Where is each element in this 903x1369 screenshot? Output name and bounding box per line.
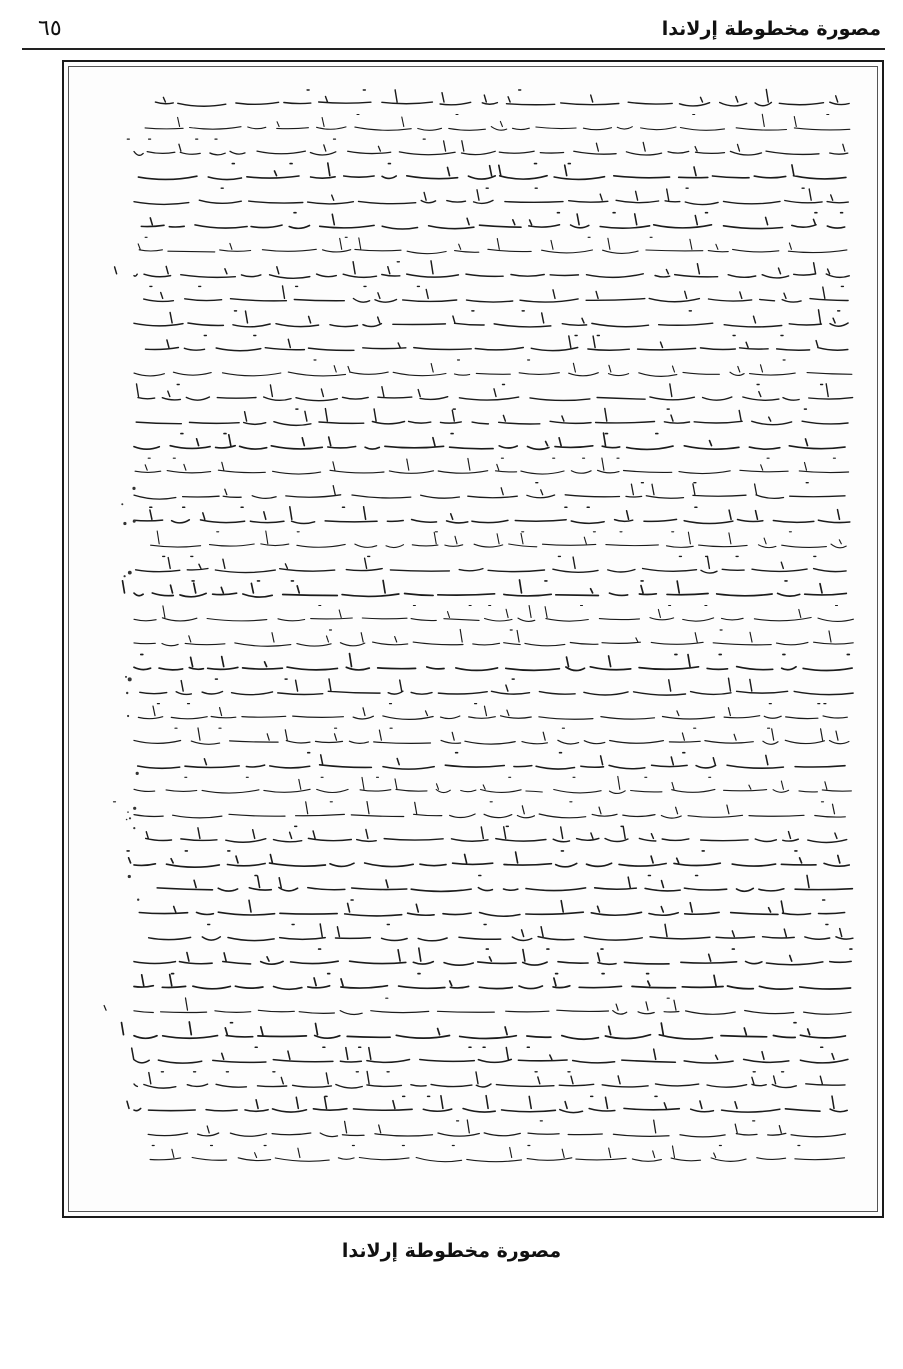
handwriting-stroke: [137, 384, 853, 401]
handwriting-stroke: [146, 336, 848, 351]
handwriting-stroke: [150, 1146, 844, 1162]
ink-speck: [127, 811, 129, 813]
handwriting-stroke: [104, 998, 851, 1014]
manuscript-line: [151, 531, 847, 548]
ink-speck: [126, 692, 128, 694]
manuscript-line: [134, 629, 853, 646]
handwriting-stroke: [134, 776, 851, 793]
handwriting-stroke: [127, 1096, 847, 1113]
handwriting-stroke: [145, 114, 850, 130]
manuscript-line: [136, 409, 848, 426]
manuscript-line: [134, 606, 853, 622]
handwriting-stroke: [134, 948, 852, 965]
manuscript-line: [140, 678, 853, 695]
handwriting-stroke: [132, 1047, 848, 1063]
handwriting-stroke: [157, 875, 852, 891]
manuscript-line: [138, 704, 847, 720]
ink-speck: [123, 522, 126, 525]
manuscript-line: [148, 1120, 845, 1137]
handwriting-stroke: [134, 433, 845, 449]
manuscript-line: [114, 802, 846, 819]
manuscript-line: [135, 458, 849, 474]
manuscript-line: [134, 776, 851, 793]
handwriting-stroke: [114, 802, 846, 819]
handwriting-stroke: [149, 924, 853, 941]
handwriting-stroke: [141, 213, 844, 229]
ink-speck: [132, 487, 135, 490]
handwriting-stroke: [134, 974, 851, 990]
manuscript-line: [127, 139, 848, 155]
manuscript-line: [104, 998, 851, 1014]
handwriting-stroke: [139, 900, 844, 916]
manuscript-line: [150, 1146, 844, 1162]
manuscript-line: [149, 924, 853, 941]
manuscript-line: [115, 261, 850, 278]
manuscript-line: [136, 556, 847, 573]
manuscript-line: [146, 336, 848, 351]
ink-speck: [137, 899, 139, 901]
handwriting-stroke: [148, 1120, 845, 1137]
manuscript-line: [134, 654, 852, 671]
handwriting-stroke: [127, 139, 848, 155]
handwriting-stroke: [140, 678, 853, 695]
manuscript-line: [134, 188, 848, 204]
handwriting-stroke: [136, 556, 847, 573]
handwriting-stroke: [138, 753, 845, 769]
handwriting-stroke: [144, 286, 848, 302]
handwriting-stroke: [138, 163, 846, 179]
ink-speck: [128, 677, 132, 681]
manuscript-line: [134, 1071, 845, 1088]
handwriting-stroke: [134, 188, 848, 204]
handwriting-stroke: [134, 310, 848, 327]
ink-speck: [121, 503, 123, 505]
manuscript-line: [134, 948, 852, 965]
manuscript-line: [134, 974, 851, 990]
figure-caption: مصورة مخطوطة إرلاندا: [341, 1240, 562, 1262]
ink-speck: [129, 817, 131, 819]
manuscript-line: [134, 507, 850, 524]
manuscript-line: [134, 433, 845, 449]
manuscript-frame: [62, 60, 884, 1218]
handwriting-stroke: [151, 531, 847, 548]
header-rule: [22, 48, 885, 50]
manuscript-line: [146, 826, 847, 842]
handwriting-stroke: [146, 826, 847, 842]
ink-speck: [136, 772, 139, 775]
handwriting-stroke: [122, 1022, 846, 1039]
manuscript-line: [145, 114, 850, 130]
handwriting-stroke: [127, 851, 849, 867]
manuscript-line: [139, 900, 844, 916]
manuscript-line: [138, 163, 846, 179]
running-header-title: مصورة مخطوطة إرلاندا: [661, 18, 881, 40]
manuscript-line: [132, 1047, 848, 1063]
ink-speck: [128, 571, 132, 575]
manuscript-line: [122, 1022, 846, 1039]
handwriting-stroke: [134, 654, 852, 671]
handwriting-stroke: [134, 728, 849, 744]
ink-speck: [133, 827, 135, 829]
page-number: ٦٥: [38, 16, 62, 41]
manuscript-line: [134, 483, 845, 499]
manuscript-line: [138, 753, 845, 769]
handwriting-stroke: [138, 237, 847, 253]
handwriting-stroke: [134, 1071, 845, 1088]
manuscript-line: [137, 384, 853, 401]
manuscript-line: [134, 728, 849, 744]
manuscript-line: [157, 875, 852, 891]
manuscript-line: [138, 237, 847, 253]
ink-speck: [128, 875, 131, 878]
manuscript-line: [134, 310, 848, 327]
manuscript-line: [155, 90, 849, 107]
ink-speck: [125, 676, 127, 678]
manuscript-line: [127, 1096, 847, 1113]
handwriting-stroke: [138, 704, 847, 720]
handwriting-stroke: [134, 507, 850, 524]
ink-speck: [133, 520, 136, 523]
manuscript-line: [141, 213, 844, 229]
manuscript-line: [134, 360, 852, 376]
manuscript-line: [123, 580, 847, 597]
handwriting-stroke: [115, 261, 850, 278]
handwriting-stroke: [135, 458, 849, 474]
ink-speck: [127, 715, 129, 717]
handwriting-stroke: [136, 409, 848, 426]
handwriting-stroke: [155, 90, 849, 107]
manuscript-line: [144, 286, 848, 302]
handwriting-stroke: [134, 483, 845, 499]
ink-speck: [133, 807, 136, 810]
ink-speck: [126, 819, 128, 821]
handwriting-stroke: [123, 580, 847, 597]
ink-speck: [124, 575, 126, 577]
manuscript-image: [64, 62, 882, 1216]
handwriting-stroke: [134, 360, 852, 376]
manuscript-line: [127, 851, 849, 867]
handwriting-stroke: [134, 606, 853, 622]
handwriting-stroke: [134, 629, 853, 646]
